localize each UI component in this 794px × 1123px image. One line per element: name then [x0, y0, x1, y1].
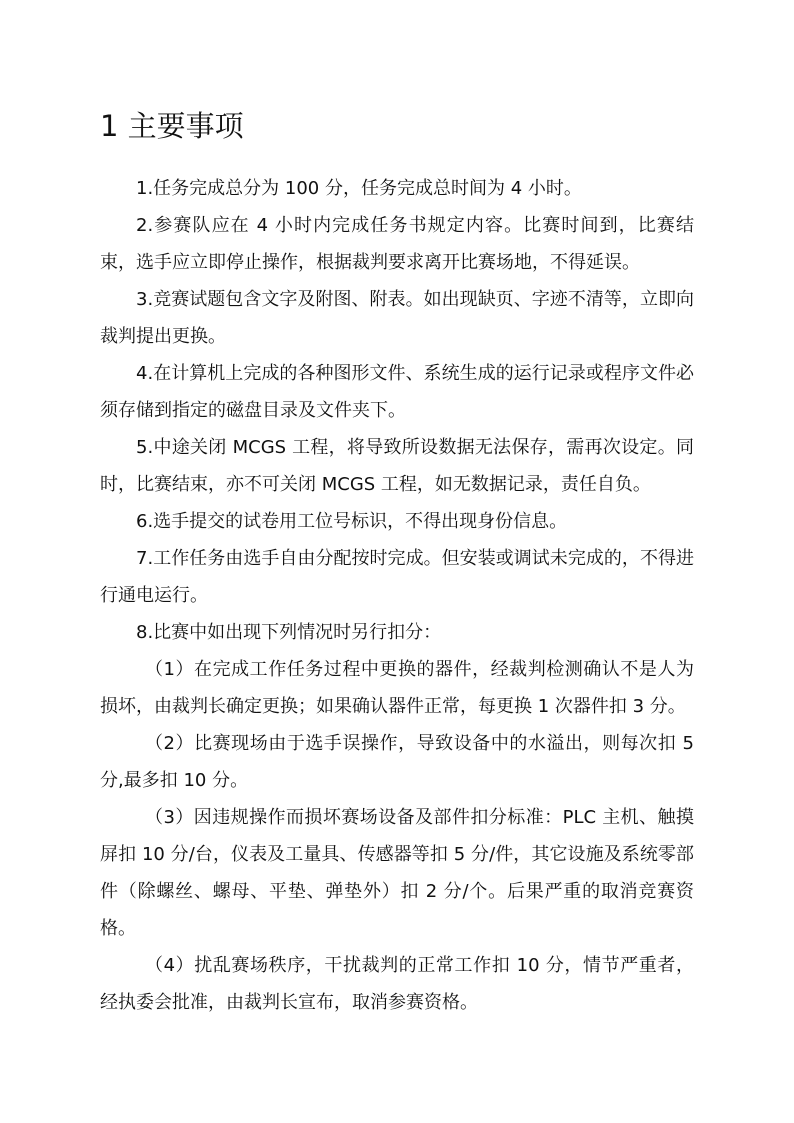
- paragraph-3: 3.竞赛试题包含文字及附图、附表。如出现缺页、字迹不清等，立即向裁判提出更换。: [100, 289, 694, 347]
- sub-item-2: （2）比赛现场由于选手误操作，导致设备中的水溢出，则每次扣 5 分,最多扣 10 分。: [100, 733, 694, 791]
- paragraph-7: 7.工作任务由选手自由分配按时完成。但安装或调试未完成的，不得进行通电运行。: [100, 548, 694, 606]
- paragraph-5: 5.中途关闭 MCGS 工程，将导致所设数据无法保存，需再次设定。同时，比赛结束，亦不可关闭 MCGS 工程，如无数据记录，责任自负。: [100, 437, 694, 495]
- paragraph-8: 8.比赛中如出现下列情况时另行扣分：: [136, 622, 442, 643]
- paragraph-1: 1.任务完成总分为 100 分，任务完成总时间为 4 小时。: [136, 178, 582, 199]
- sub-item-1: （1）在完成工作任务过程中更换的器件，经裁判检测确认不是人为损坏，由裁判长确定更换；如果确认器件正常，每更换 1 次器件扣 3 分。: [100, 659, 694, 717]
- paragraph-4: 4.在计算机上完成的各种图形文件、系统生成的运行记录或程序文件必须存储到指定的磁盘目录及文件夹下。: [100, 363, 694, 421]
- document-body: [100, 170, 694, 1021]
- paragraph-6: 6.选手提交的试卷用工位号标识，不得出现身份信息。: [136, 511, 568, 532]
- paragraph-2: 2.参赛队应在 4 小时内完成任务书规定内容。比赛时间到，比赛结束，选手应立即停止操作，根据裁判要求离开比赛场地，不得延误。: [100, 215, 694, 273]
- section-heading: 1 主要事项: [100, 109, 244, 143]
- sub-item-3: （3）因违规操作而损坏赛场设备及部件扣分标准：PLC 主机、触摸屏扣 10 分/台，仪表及工量具、传感器等扣 5 分/件，其它设施及系统零部件（除螺丝、螺母、平垫、弹垫外）扣 2 分/个。后果严重的取消竞赛资格。: [100, 807, 694, 939]
- sub-item-4: （4）扰乱赛场秩序，干扰裁判的正常工作扣 10 分，情节严重者，经执委会批准，由裁判长宣布，取消参赛资格。: [100, 955, 694, 1013]
